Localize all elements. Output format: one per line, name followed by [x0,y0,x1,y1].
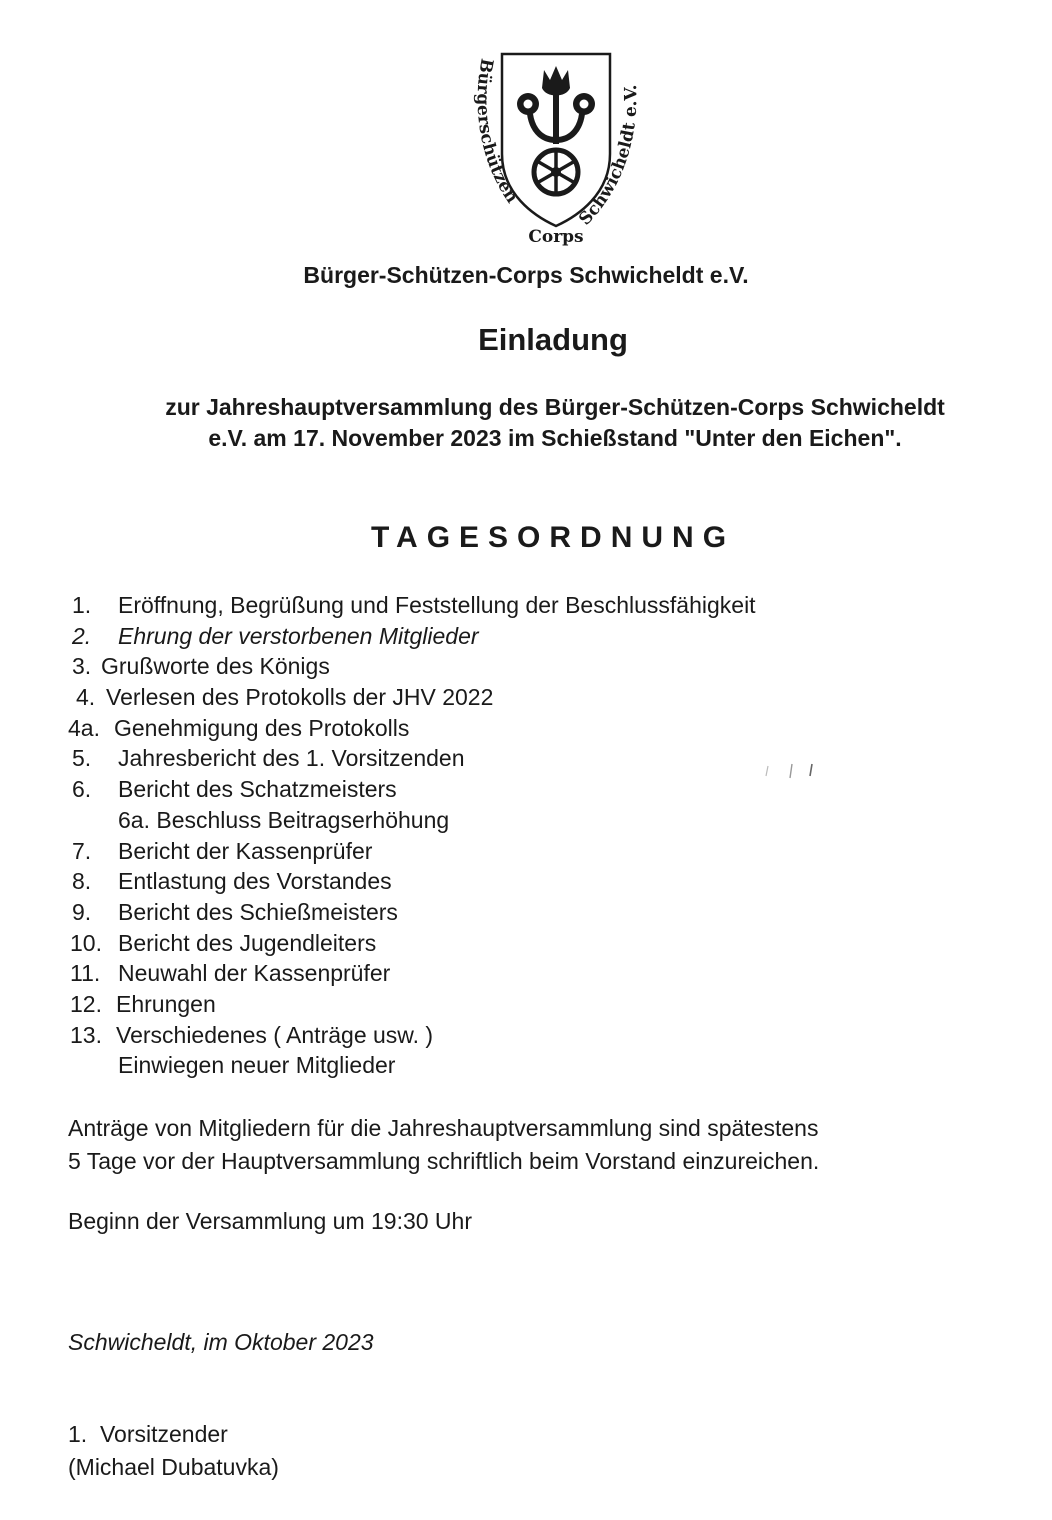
agenda-item-text: Eröffnung, Begrüßung und Feststellung der Beschlussfähigkeit [118,592,756,618]
agenda-item [68,836,756,867]
agenda-item-text: Jahresbericht des 1. Vorsitzenden [118,745,465,772]
agenda-item [68,866,756,897]
agenda-item-number: 7. [72,837,92,864]
agenda-item [68,774,756,805]
organization-name: Bürger-Schützen-Corps Schwicheldt e.V. [303,262,749,288]
notice-line-1: Anträge von Mitgliedern für die Jahreshauptversammlung sind spätestens [68,1115,819,1141]
agenda-item-number: 9. [72,898,92,925]
agenda-item-text: Entlastung des Vorstandes [118,868,392,895]
agenda-item [68,897,756,928]
club-emblem-logo [458,44,654,248]
submission-notice [68,1112,819,1178]
signature-role: 1. Vorsitzender [68,1421,228,1447]
notice-line-2: 5 Tage vor der Hauptversammlung schriftlich beim Vorstand einzureichen. [68,1148,820,1174]
agenda-item-number: 2. [72,622,92,649]
agenda-item-number: 4. [76,684,96,711]
agenda-subitem [68,1050,756,1081]
agenda-item-number: 11. [70,960,101,987]
agenda-item-text: Einwiegen neuer Mitglieder [118,1052,396,1079]
emblem-text-right: Schwicheldt e.V. [575,84,642,230]
agenda-item-text: Ehrung der verstorbenen Mitglieder [118,622,479,649]
agenda-item [68,989,756,1020]
agenda-item-text: Verlesen des Protokolls der JHV 2022 [106,684,494,711]
agenda-item-text: Bericht des Jugendleiters [118,929,377,956]
agenda-item-text: Bericht des Schießmeisters [118,898,398,925]
document-title: Einladung [478,322,628,357]
agenda-item-number: 8. [72,868,92,895]
agenda-item [68,713,756,744]
agenda-item-text: Grußworte des Königs [101,653,330,680]
agenda-item-text: Genehmigung des Protokolls [114,714,410,741]
agenda-item-number: 5. [72,745,92,772]
agenda-item-number: 3. [72,653,92,680]
agenda-item-number: 4a. [68,714,100,741]
agenda-item [68,682,756,713]
agenda-item-text: Ehrungen [116,990,216,1017]
svg-text:Bürgerschützen [473,57,522,207]
agenda-item-text: Bericht der Kassenprüfer [118,837,373,864]
agenda-item-number: 6. [72,776,92,803]
emblem-text-bottom: Corps [528,227,584,247]
intro-line-1: zur Jahreshauptversammlung des Bürger-Schützen-Corps Schwicheldt [165,394,945,420]
agenda-item [68,651,756,682]
place-and-date: Schwicheldt, im Oktober 2023 [68,1329,374,1355]
agenda-item [68,1020,756,1051]
agenda-item-number: 13. [70,1021,102,1048]
agenda-list [68,590,756,1081]
pencil-mark [762,760,822,780]
agenda-item-number: 10. [70,929,102,956]
signature-name: (Michael Dubatuvka) [68,1454,279,1480]
intro-line-2: e.V. am 17. November 2023 im Schießstand "Unter den Eichen". [208,425,902,451]
agenda-item-text: 6a. Beschluss Beitragserhöhung [118,806,450,833]
invitation-intro [90,392,1020,454]
agenda-item [68,590,756,621]
emblem-text-left: Bürgerschützen [472,56,522,207]
agenda-subitem [68,805,756,836]
agenda-item [68,743,756,774]
meeting-start-time: Beginn der Versammlung um 19:30 Uhr [68,1208,472,1234]
agenda-item-text: Bericht des Schatzmeisters [118,776,397,803]
agenda-item [68,928,756,959]
agenda-item-text: Verschiedenes ( Anträge usw. ) [116,1021,434,1048]
agenda-heading: TAGESORDNUNG [370,521,736,554]
agenda-item-text: Neuwahl der Kassenprüfer [118,960,391,987]
agenda-item [68,958,756,989]
agenda-item-number: 12. [70,990,102,1017]
agenda-item-number: 1. [72,592,92,618]
agenda-item [68,621,756,652]
